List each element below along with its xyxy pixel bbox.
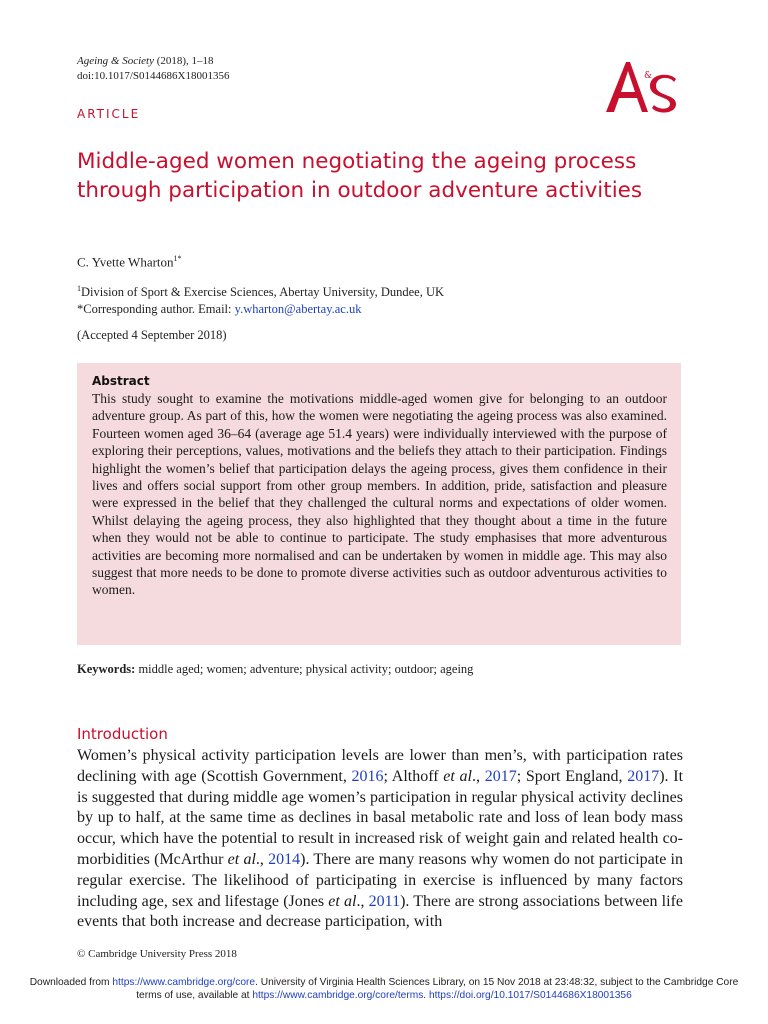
svg-text:&: & (644, 71, 653, 81)
terms-link[interactable]: https://www.cambridge.org/core/terms (252, 990, 424, 1001)
article-type-label: ARTICLE (77, 107, 141, 121)
doi-link[interactable]: https://doi.org/10.1017/S0144686X18001356 (428, 990, 632, 1001)
journal-logo (604, 58, 686, 116)
citation-link[interactable]: 2011 (368, 892, 401, 910)
corresponding-line (77, 301, 444, 318)
introduction-heading: Introduction (77, 725, 168, 743)
core-link[interactable]: https://www.cambridge.org/core (112, 977, 256, 988)
keywords-list: middle aged; women; adventure; physical activity; outdoor; ageing (135, 662, 474, 676)
et-al-italic: et al (227, 850, 256, 868)
author-marks: 1* (173, 254, 182, 263)
journal-doi: doi:10.1017/S0144686X18001356 (77, 70, 230, 82)
journal-logo-icon (604, 58, 686, 116)
abstract-text: This study sought to examine the motivations middle-aged women give for belonging to an outdoor adventure group. As part of this, how the women were negotiating the ageing process was also examined. Fourteen women aged 36–64 (average age 51.4 years) were individually interviewed with the purpose of exploring their perceptions, values, motivations and the beliefs they attach to their participation. Findings highlight the women’s belief that participation delays the ageing process, gives them confidence in their lives and offers social support from other group members. In addition, pride, satisfaction and pleasure were expressed in the belief that they challenged the cultural norms and expectations of older women. Whilst delaying the ageing process, they also highlighted that they thought about a time in the future when they would not be able to continue to participate. The study emphasises that more adventurous activities are becoming more normalised and can be undertaken by women in middle age. This may also suggest that more needs to be done to promote diverse activities such as outdoor adventurous activities to women. (92, 391, 667, 598)
download-footer (20, 976, 748, 1002)
intro-text-segment: ., (255, 850, 269, 868)
footer-text-segment: . University of Virginia Health Sciences Library, on 15 Nov 2018 at 23:48:32, subject to the Cambridge Core terms of use, available at (136, 977, 739, 1001)
affiliations (77, 280, 444, 318)
et-al-italic: et al (328, 892, 357, 910)
keywords-label: Keywords: (77, 662, 136, 676)
affiliation-text: Division of Sport & Exercise Sciences, Abertay University, Dundee, UK (81, 285, 445, 300)
intro-text-segment: ; Sport England, (516, 767, 628, 785)
copyright-notice: © Cambridge University Press 2018 (77, 948, 237, 960)
abstract-heading: Abstract (92, 374, 150, 388)
corresponding-label: *Corresponding author. Email: (77, 302, 235, 317)
citation-link[interactable]: 2016 (351, 767, 384, 785)
intro-text-segment: ., (471, 767, 485, 785)
author-name: C. Yvette Wharton (77, 254, 174, 270)
journal-year-pages: (2018), 1–18 (153, 55, 214, 67)
intro-text-segment: ., (356, 892, 369, 910)
journal-citation (77, 54, 229, 84)
et-al-italic: et al (443, 767, 472, 785)
introduction-paragraph (77, 746, 683, 933)
intro-text-segment: ). It is suggested that during middle age women’s participation in regular physical activity declines by up to half, at the same time as declines in basal metabolic rate and loss of lean body mass occur, which have the potential to result in increased risk of weight gain and related health co-morbidities (McArthur (77, 767, 684, 868)
intro-text-segment: ). There are strong associations between life events that both increase and decrease participation, with (77, 892, 684, 931)
accepted-date: (Accepted 4 September 2018) (77, 328, 227, 342)
keywords-line (77, 662, 473, 677)
author-line (77, 254, 182, 270)
citation-link[interactable]: 2014 (268, 850, 301, 868)
intro-text-segment: ; Althoff (383, 767, 444, 785)
intro-text-segment: ). There are many reasons why women do not participate in regular exercise. The likelihood of participating in exercise is influenced by many factors including age, sex and lifestage (Jones (77, 850, 684, 910)
footer-text-segment: Downloaded from (29, 977, 113, 988)
citation-link[interactable]: 2017 (627, 767, 660, 785)
corresponding-email-link[interactable]: y.wharton@abertay.ac.uk (234, 302, 362, 317)
journal-name: Ageing & Society (77, 55, 154, 67)
article-title: Middle-aged women negotiating the ageing process through participation in outdoor adventure activities (77, 149, 643, 203)
citation-link[interactable]: 2017 (484, 767, 517, 785)
intro-text-segment: Women’s physical activity participation levels are lower than men’s, with participation rates declining with age (Scottish Government, (77, 747, 683, 785)
footer-text-segment: . (423, 990, 429, 1001)
affiliation-line (77, 280, 444, 301)
affiliation-mark: 1 (77, 284, 81, 293)
